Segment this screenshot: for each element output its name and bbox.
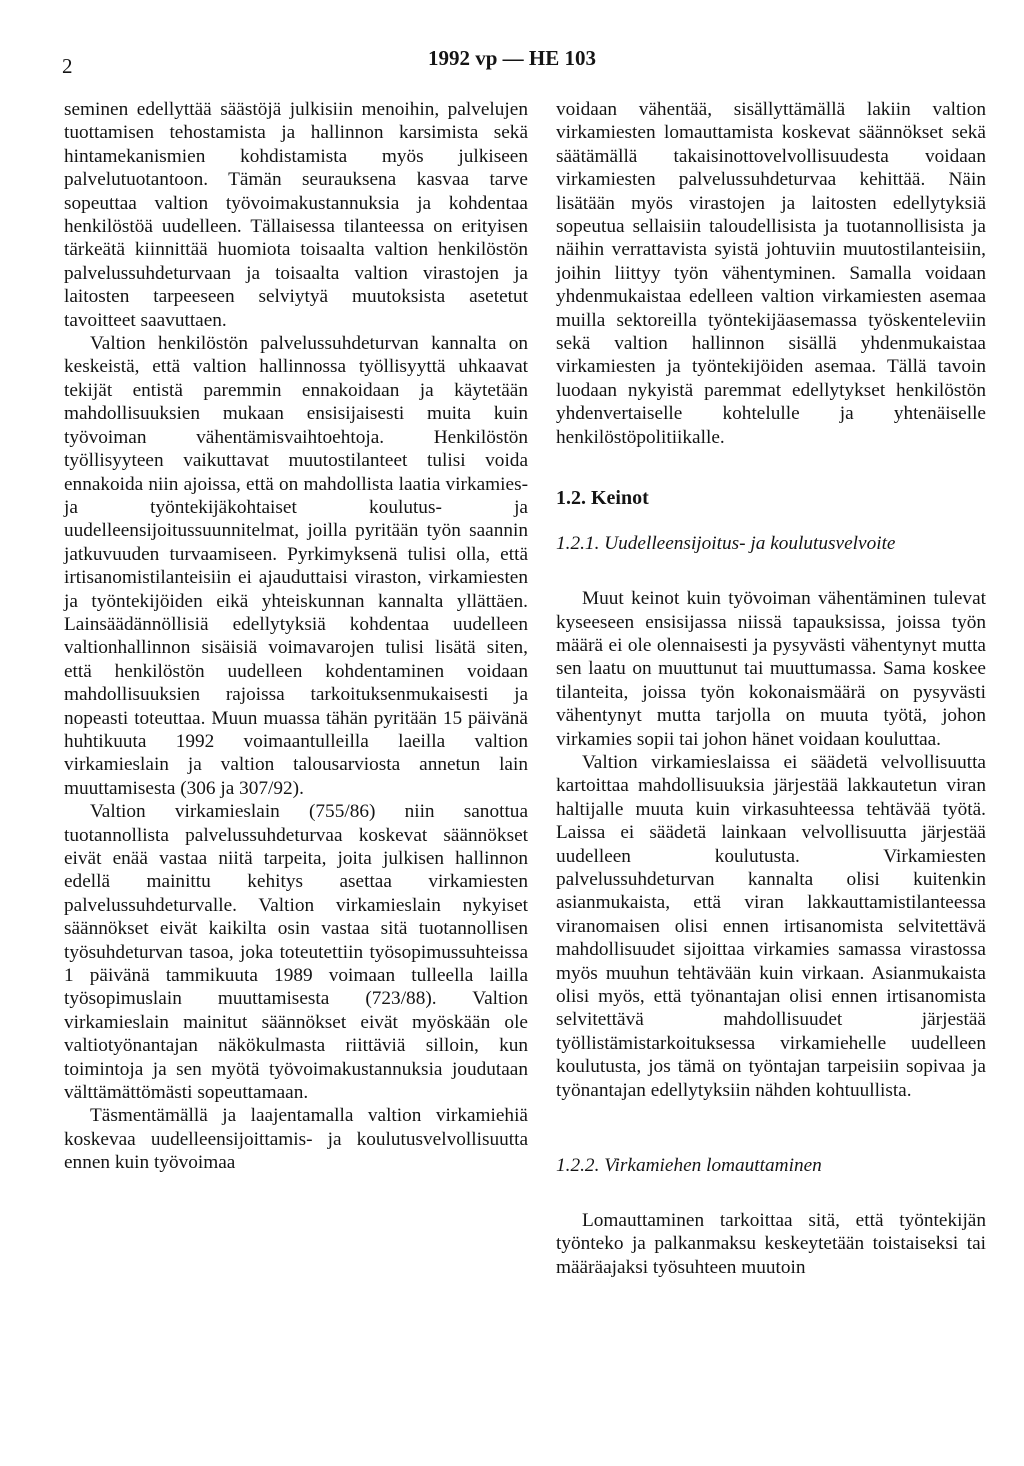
paragraph: seminen edellyttää säästöjä julkisiin menoihin, palvelujen tuottamisen tehostamista ja hallinnon karsimista sekä hintamekanismien kohdistamista myös julkiseen palvelutuotantoon. Tämän seurauksena kasvaa tarve sopeuttaa valtion työvoimakustannuksia ja kohdentaa henkilöstöä uudelleen. Tällaisessa tilanteessa on erityisen tärkeätä kiinnittää huomiota toisaalta valtion henkilöstön palvelussuhdeturvaan ja toisaalta valtion virastojen ja laitosten tarpeeseen selviytyä muutoksista asetetut tavoitteet saavuttaen.	[64, 99, 528, 331]
right-column	[556, 98, 986, 1279]
left-column	[64, 98, 528, 1175]
paragraph: Muut keinot kuin työvoiman vähentäminen tulevat kyseeseen ensisijassa niissä tapauksissa, joissa työn määrä ei ole olennaisesti ja pysyvästi vähentynyt mutta sen laatu on muuttunut tai muuttumassa. Sama koskee tilanteita, joissa työn kokonaismäärä on pysyvästi vähentynyt mutta tarjolla on muuta työtä, johon virkamies sopii tai johon hänet voidaan kouluttaa.	[556, 588, 986, 750]
paragraph: Lomauttaminen tarkoittaa sitä, että työntekijän työnteko ja palkanmaksu keskeytetään toistaiseksi tai määräajaksi työsuhteen muutoin	[556, 1210, 986, 1278]
subsection-heading: 1.2.1. Uudelleensijoitus- ja koulutusvelvoite	[556, 533, 896, 555]
paragraph: Valtion virkamieslaissa ei säädetä velvollisuutta kartoittaa mahdollisuuksia järjestää lakkautetun viran haltijalle muuta kuin virkasuhteessa tehtävää työtä. Laissa ei säädetä lainkaan velvollisuutta järjestää uudelleen koulutusta. Virkamiesten palvelussuhdeturvan kannalta olisi kuitenkin asianmukaista, että viran lakkauttamistilanteessa viranomaisen olisi ennen irtisanomista selvitettävä mahdollisuudet sijoittaa virkamies samassa virastossa myös muuhun tehtävään kuin virkaan. Asianmukaista olisi myös, että työnantajan olisi ennen irtisanomista selvitettävä mahdollisuudet järjestää työllistämistarkoituksessa virkamiehelle uudelleen koulutusta, jos tämä on työntajan tarpeisiin sopivaa ja työnantajan edellytyksiin nähden kohtuullista.	[556, 751, 986, 1101]
paragraph: Valtion henkilöstön palvelussuhdeturvan kannalta on keskeistä, että valtion hallinnossa työllisyyttä uhkaavat tekijät entistä paremmin ennakoidaan ja käytetään mahdollisuuksien mukaan ensisijaisesti muita kuin työvoiman vähentämisvaihtoehtoja. Henkilöstön työllisyyteen vaikuttavat muutostilanteet tulisi voida ennakoida niin ajoissa, että on mahdollista laatia virkamies- ja työntekijäkohtaiset koulutus- ja uudelleensijoitussuunnitelmat, joilla pyritään työn saannin jatkuvuuden turvaamiseen. Pyrkimyksenä tulisi olla, että irtisanomistilanteisiin ei ajauduttaisi viraston, virkamiesten ja työntekijöiden eikä yhteiskunnan kannalta yllättäen. Lainsäädännöllisiä edellytyksiä kohdentaa uudelleen valtionhallinnon sisäisiä voimavarojen tulisi lisätä siten, että henkilöstön uudelleen kohdentaminen voidaan mahdollisuuksien rajoissa tarkoituksenmukaisesti ja nopeasti toteuttaa. Muun muassa tähän pyritään 15 päivänä huhtikuuta 1992 voimaantulleilla laeilla valtion virkamieslain ja valtion talousarviosta annetun lain muuttamisesta (306 ja 307/92).	[64, 333, 528, 799]
paragraph: Täsmentämällä ja laajentamalla valtion virkamiehiä koskevaa uudelleensijoittamis- ja koulutusvelvollisuutta ennen kuin työvoimaa	[64, 1105, 528, 1174]
running-head: 1992 vp — HE 103	[427, 46, 597, 70]
paragraph: Valtion virkamieslain (755/86) niin sanottua tuotannollista palvelussuhdeturvaa koskevat säännökset eivät enää vastaa niitä tarpeita, joita julkisen hallinnon edellä mainittu kehitys asettaa virkamiesten palvelussuhdeturvalle. Valtion virkamieslain nykyiset säännökset eivät kaikilta osin vastaa sitä tuotannollisen työsuhdeturvan tasoa, joka toteutettiin työsopimussuhteissa 1 päivänä tammikuuta 1989 voimaan tulleella lailla työsopimuslain muuttamisesta (723/88). Valtion virkamieslain mainitut säännökset eivät myöskään ole valtiotyönantajan näkökulmasta riittäviä silloin, kun toimintoja ja sen myötä työvoimakustannuksia joudutaan välttämättömästi sopeuttamaan.	[64, 801, 528, 1104]
page-number: 2	[62, 54, 73, 78]
subsection-heading: 1.2.2. Virkamiehen lomauttaminen	[556, 1155, 822, 1177]
paragraph: voidaan vähentää, sisällyttämällä lakiin valtion virkamiesten lomauttamista koskevat säännökset sekä säätämällä takaisinottovelvollisuudesta voidaan virkamiesten palvelussuhdeturvaa kehittää. Näin lisätään myös virastojen ja laitosten edellytyksiä sopeutua sellaisiin taloudellisista ja tuotannollisista ja näihin verrattavista syistä johtuviin muutostilanteisiin, joihin liittyy työn vähentyminen. Samalla voidaan yhdenmukaistaa edelleen valtion virkamiesten asemaa muilla sektoreilla työntekijäasemassa työskenteleviin sekä valtion hallinnon sisällä yhdenmukaistaa virkamiesten ja työntekijöiden asemaa. Tällä tavoin luodaan nykyistä paremmat edellytykset henkilöstön yhdenvertaiselle kohtelulle ja yhtenäiselle henkilöstöpolitiikalle.	[556, 99, 986, 448]
section-heading: 1.2. Keinot	[556, 487, 649, 510]
